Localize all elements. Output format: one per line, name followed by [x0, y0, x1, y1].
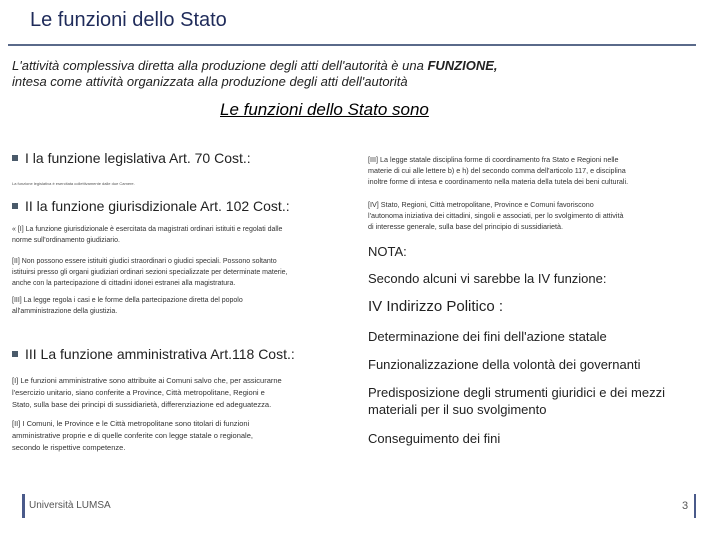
intro-line1: L'attività complessiva diretta alla produzione degli atti dell'autorità è una: [12, 58, 428, 73]
determination-text: Determinazione dei fini dell'azione statale: [368, 329, 607, 344]
note-heading: NOTA:: [368, 244, 407, 259]
footer-university: Università LUMSA: [29, 500, 111, 511]
intro-keyword: FUNZIONE,: [427, 58, 498, 73]
bullet-square-icon: [12, 155, 18, 161]
page-accent-bar: [694, 494, 696, 518]
note-fourth-function: Secondo alcuni vi sarebbe la IV funzione:: [368, 271, 607, 286]
political-direction-heading: IV Indirizzo Politico :: [368, 298, 504, 315]
page-number: 3: [682, 500, 689, 512]
art102-para2: [II] Non possono essere istituiti giudici straordinari o giudici speciali. Possono soltanto istituirsi presso gli organi giudiziari ordinari sezioni specializzate per determinate materie, anche con la partecipazione di cittadini idonei estranei alla magistratura.: [12, 258, 288, 287]
bullet-legislative: [12, 150, 251, 166]
bullet-judicial-label: II la funzione giurisdizionale Art. 102 Cost.:: [25, 198, 290, 214]
art118-para2: [II] I Comuni, le Province e le Città metropolitane sono titolari di funzioni amministrative proprie e di quelle conferite con legge statale o regionale, secondo le rispettive competenze.: [12, 419, 253, 452]
page-title: Le funzioni dello Stato: [30, 9, 227, 31]
art102-para1: « [I] La funzione giurisdizionale è esercitata da magistrati ordinari istituiti e regolati dalle norme sull'ordinamento giudiziario.: [12, 226, 283, 244]
art118-para4: [IV] Stato, Regioni, Città metropolitane, Province e Comuni favoriscono l'autonoma iniziativa dei cittadini, singoli e associati, per lo svolgimento di attività di interesse generale, sulla base del principio di sussidiarietà.: [368, 200, 624, 231]
intro-paragraph: [12, 58, 572, 90]
art102-para3: [III] La legge regola i casi e le forme della partecipazione diretta del popolo all'amministrazione della giustizia.: [12, 297, 243, 315]
bullet-square-icon: [12, 351, 18, 357]
achievement-text: Conseguimento dei fini: [368, 431, 501, 446]
instruments-text: Predisposizione degli strumenti giuridici e dei mezzi materiali per il suo svolgimento: [368, 385, 665, 417]
bullet-legislative-label: I la funzione legislativa Art. 70 Cost.:: [25, 150, 251, 166]
art118-para1: [I] Le funzioni amministrative sono attribuite ai Comuni salvo che, per assicurarne l'esercizio unitario, siano conferite a Province, Città metropolitane, Regioni e Stato, sulla base dei principi di sussidiarietà, differenziazione ed adeguatezza.: [12, 376, 282, 409]
art70-text: La funzione legislativa è esercitata collettivamente dalle due Camere.: [12, 181, 135, 186]
title-divider: [8, 44, 696, 46]
functionalization-text: Funzionalizzazione della volontà dei governanti: [368, 357, 641, 372]
bullet-square-icon: [12, 203, 18, 209]
intro-line2: intesa come attività organizzata alla produzione degli atti dell'autorità: [12, 74, 408, 89]
section-subtitle: Le funzioni dello Stato sono: [220, 100, 429, 119]
footer-accent-bar: [22, 494, 25, 518]
bullet-judicial: [12, 198, 290, 214]
art118-para3: [III] La legge statale disciplina forme di coordinamento fra Stato e Regioni nelle materie di cui alle lettere b) e h) del secondo comma dell'articolo 117, e disciplina inoltre forme di intesa e coordinamento nella materia della tutela dei beni culturali.: [368, 155, 629, 186]
bullet-administrative: [12, 346, 295, 362]
bullet-administrative-label: III La funzione amministrativa Art.118 Cost.:: [25, 346, 295, 362]
